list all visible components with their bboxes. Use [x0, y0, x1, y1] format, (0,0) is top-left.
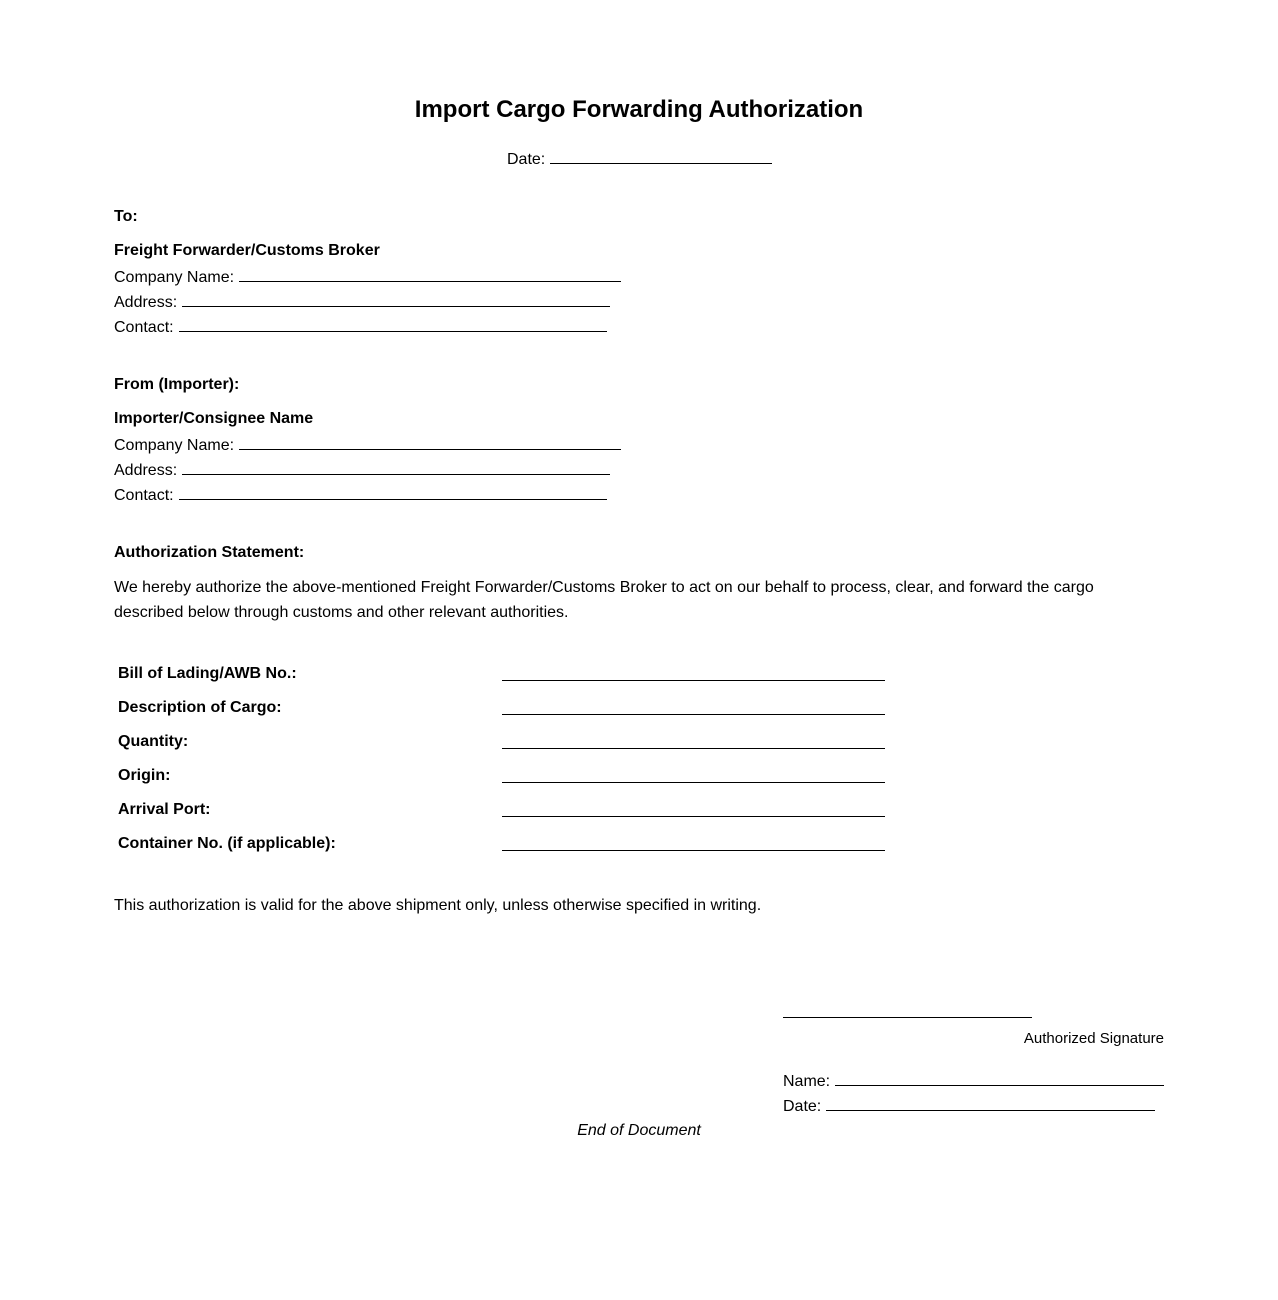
- end-of-document: End of Document: [577, 1122, 701, 1139]
- origin-field[interactable]: [502, 782, 885, 783]
- field-label: Address:: [114, 462, 178, 479]
- date-label: Date:: [783, 1098, 822, 1115]
- from-company-name-field[interactable]: [239, 435, 621, 450]
- to-company-row: [114, 267, 621, 287]
- from-contact-row: [114, 485, 607, 505]
- quantity-field[interactable]: [502, 748, 885, 749]
- validity-note: This authorization is valid for the above shipment only, unless otherwise specified in writing.: [114, 897, 762, 914]
- container-no-field[interactable]: [502, 850, 885, 851]
- cargo-label-arrival-port: Arrival Port:: [118, 801, 211, 818]
- field-label: Company Name:: [114, 437, 235, 454]
- name-label: Name:: [783, 1073, 831, 1090]
- arrival-port-field[interactable]: [502, 816, 885, 817]
- to-address-field[interactable]: [182, 292, 610, 307]
- field-label: Contact:: [114, 487, 174, 504]
- to-contact-field[interactable]: [179, 317, 607, 332]
- document-title: Import Cargo Forwarding Authorization: [414, 96, 864, 123]
- field-label: Address:: [114, 294, 178, 311]
- document-date-row: [507, 149, 772, 169]
- signature-caption: Authorized Signature: [1023, 1030, 1164, 1047]
- from-company-row: [114, 435, 621, 455]
- to-address-row: [114, 292, 610, 312]
- cargo-label-origin: Origin:: [118, 767, 171, 784]
- authorization-text: We hereby authorize the above-mentioned Freight Forwarder/Customs Broker to act on our behalf to process, clear, and forward the cargo described below through customs and other relevant authorities.: [114, 579, 1094, 621]
- cargo-label-description: Description of Cargo:: [118, 699, 282, 716]
- signature-name-field[interactable]: [835, 1071, 1164, 1086]
- signature-name-row: [783, 1071, 1164, 1091]
- signature-date-row: [783, 1096, 1155, 1116]
- cargo-label-bill-of-lading: Bill of Lading/AWB No.:: [118, 665, 297, 682]
- from-address-field[interactable]: [182, 460, 610, 475]
- field-label: Contact:: [114, 319, 174, 336]
- date-label: Date:: [507, 151, 546, 168]
- signature-line[interactable]: [783, 1017, 1032, 1018]
- from-contact-field[interactable]: [179, 485, 607, 500]
- from-subheading: Importer/Consignee Name: [114, 410, 314, 427]
- from-address-row: [114, 460, 610, 480]
- to-contact-row: [114, 317, 607, 337]
- date-field[interactable]: [550, 149, 772, 164]
- field-label: Company Name:: [114, 269, 235, 286]
- description-of-cargo-field[interactable]: [502, 714, 885, 715]
- to-subheading: Freight Forwarder/Customs Broker: [114, 242, 380, 259]
- signature-date-field[interactable]: [826, 1096, 1155, 1111]
- cargo-label-quantity: Quantity:: [118, 733, 189, 750]
- to-company-name-field[interactable]: [239, 267, 621, 282]
- bill-of-lading-field[interactable]: [502, 680, 885, 681]
- to-heading: To:: [114, 208, 138, 225]
- authorization-heading: Authorization Statement:: [114, 544, 305, 561]
- from-heading: From (Importer):: [114, 376, 240, 393]
- cargo-label-container-no: Container No. (if applicable):: [118, 835, 336, 852]
